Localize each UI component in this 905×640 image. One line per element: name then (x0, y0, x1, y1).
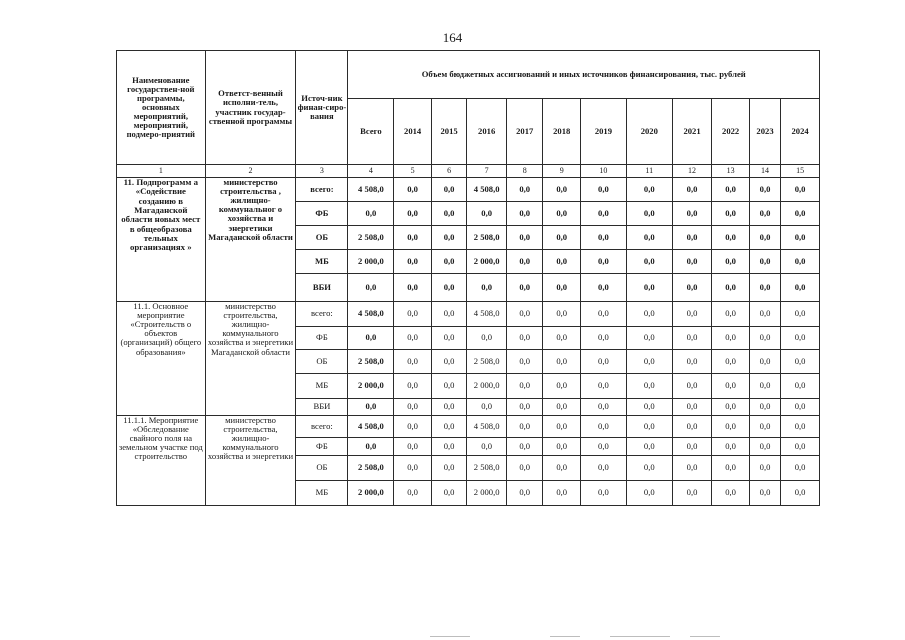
year-value-cell: 0,0 (626, 302, 672, 327)
year-value-cell: 0,0 (431, 374, 466, 399)
year-value-cell: 0,0 (749, 226, 780, 250)
year-value-cell: 0,0 (543, 327, 581, 350)
year-value-cell: 0,0 (431, 302, 466, 327)
column-number: 3 (296, 165, 348, 178)
year-value-cell: 0,0 (781, 274, 820, 302)
program-name-cell: 11. Подпрограмм а «Содействие созданию в Магаданской области новых мест в общеобразова тельных организациях » (117, 178, 206, 302)
total-cell: 0,0 (348, 399, 394, 416)
year-value-cell: 0,0 (781, 202, 820, 226)
scan-artifact (550, 636, 580, 637)
scan-artifact (610, 636, 670, 637)
year-value-cell: 0,0 (626, 438, 672, 456)
year-value-cell: 0,0 (431, 350, 466, 374)
total-cell: 2 000,0 (348, 374, 394, 399)
year-value-cell: 0,0 (394, 456, 432, 481)
year-value-cell: 0,0 (543, 250, 581, 274)
year-value-cell: 0,0 (431, 416, 466, 438)
header-source: Источ-ник финан-сиро-вания (296, 51, 348, 165)
scan-artifact (430, 636, 470, 637)
year-value-cell: 0,0 (543, 202, 581, 226)
header-year: 2014 (394, 99, 432, 165)
header-year: 2017 (506, 99, 542, 165)
column-number: 14 (749, 165, 780, 178)
total-cell: 0,0 (348, 438, 394, 456)
total-cell: 0,0 (348, 327, 394, 350)
year-value-cell: 0,0 (749, 202, 780, 226)
column-number: 9 (543, 165, 581, 178)
column-number: 12 (672, 165, 712, 178)
year-value-cell: 0,0 (781, 178, 820, 202)
year-value-cell: 0,0 (749, 374, 780, 399)
year-value-cell: 0,0 (431, 226, 466, 250)
year-value-cell: 0,0 (712, 438, 750, 456)
header-year: 2016 (467, 99, 507, 165)
responsible-cell: министерство строительства, жилищно-коммунального хозяйства и энергетики Магаданской области (205, 302, 296, 416)
header-responsible: Ответст-венный исполни-тель, участник государ-ственной программы (205, 51, 296, 165)
year-value-cell: 0,0 (749, 274, 780, 302)
year-value-cell: 0,0 (781, 226, 820, 250)
year-value-cell: 0,0 (781, 250, 820, 274)
year-value-cell: 0,0 (712, 399, 750, 416)
total-cell: 2 508,0 (348, 226, 394, 250)
year-value-cell: 0,0 (394, 350, 432, 374)
table-body (117, 178, 820, 506)
year-value-cell: 0,0 (626, 416, 672, 438)
year-value-cell: 0,0 (749, 327, 780, 350)
total-cell: 4 508,0 (348, 178, 394, 202)
year-value-cell: 0,0 (543, 350, 581, 374)
total-cell: 2 508,0 (348, 350, 394, 374)
header-year: 2024 (781, 99, 820, 165)
source-cell: ВБИ (296, 274, 348, 302)
year-value-cell: 0,0 (672, 302, 712, 327)
source-cell: ФБ (296, 327, 348, 350)
year-value-cell: 0,0 (712, 416, 750, 438)
year-value-cell: 0,0 (626, 274, 672, 302)
year-value-cell: 0,0 (394, 274, 432, 302)
source-cell: всего: (296, 178, 348, 202)
header-total: Всего (348, 99, 394, 165)
column-number: 1 (117, 165, 206, 178)
year-value-cell: 0,0 (394, 250, 432, 274)
year-value-cell: 0,0 (506, 178, 542, 202)
year-value-cell: 0,0 (543, 416, 581, 438)
year-value-cell: 0,0 (749, 456, 780, 481)
year-value-cell: 0,0 (781, 350, 820, 374)
year-value-cell: 0,0 (626, 226, 672, 250)
header-name: Наименование государствен-ной программы, основных мероприятий, мероприятий, подмеро-приятий (117, 51, 206, 165)
year-value-cell: 0,0 (781, 416, 820, 438)
year-value-cell: 0,0 (394, 327, 432, 350)
year-value-cell: 0,0 (580, 178, 626, 202)
header-year: 2018 (543, 99, 581, 165)
year-value-cell: 0,0 (394, 481, 432, 506)
year-value-cell: 0,0 (580, 374, 626, 399)
year-value-cell: 0,0 (580, 350, 626, 374)
source-cell: ФБ (296, 438, 348, 456)
total-cell: 2 508,0 (348, 456, 394, 481)
total-cell: 2 000,0 (348, 481, 394, 506)
year-value-cell: 0,0 (543, 399, 581, 416)
year-value-cell: 0,0 (394, 374, 432, 399)
year-value-cell: 0,0 (781, 456, 820, 481)
year-value-cell: 0,0 (431, 274, 466, 302)
scan-artifact (690, 636, 720, 637)
year-value-cell: 0,0 (431, 250, 466, 274)
column-number: 6 (431, 165, 466, 178)
total-cell: 4 508,0 (348, 302, 394, 327)
year-value-cell: 0,0 (506, 350, 542, 374)
year-value-cell: 0,0 (626, 374, 672, 399)
year-value-cell: 0,0 (543, 481, 581, 506)
year-value-cell: 0,0 (394, 302, 432, 327)
page-number: 164 (442, 30, 463, 45)
year-value-cell: 0,0 (672, 226, 712, 250)
year-value-cell: 0,0 (394, 416, 432, 438)
source-cell: МБ (296, 250, 348, 274)
year-value-cell: 0,0 (712, 274, 750, 302)
year-value-cell: 0,0 (626, 456, 672, 481)
column-number: 13 (712, 165, 750, 178)
column-number: 4 (348, 165, 394, 178)
year-value-cell: 0,0 (626, 250, 672, 274)
year-value-cell: 0,0 (506, 226, 542, 250)
header-year: 2023 (749, 99, 780, 165)
table-row (117, 302, 820, 327)
year-value-cell: 0,0 (580, 438, 626, 456)
year-value-cell: 0,0 (781, 438, 820, 456)
program-name-cell: 11.1.1. Мероприятие «Обследование свайного поля на земельном участке под строительство (117, 416, 206, 506)
year-value-cell: 0,0 (672, 438, 712, 456)
year-value-cell: 0,0 (543, 226, 581, 250)
total-cell: 0,0 (348, 274, 394, 302)
responsible-cell: министерство строительства , жилищно-коммунальног о хозяйства и энергетики Магаданской области (205, 178, 296, 302)
header-year: 2020 (626, 99, 672, 165)
year-value-cell: 0,0 (543, 274, 581, 302)
year-value-cell: 0,0 (431, 178, 466, 202)
table-row (117, 416, 820, 438)
year-value-cell: 0,0 (749, 399, 780, 416)
year-value-cell: 0,0 (749, 350, 780, 374)
year-value-cell: 0,0 (394, 438, 432, 456)
year-value-cell: 0,0 (431, 481, 466, 506)
source-cell: ОБ (296, 226, 348, 250)
year-value-cell: 4 508,0 (467, 178, 507, 202)
year-value-cell: 0,0 (580, 327, 626, 350)
source-cell: ОБ (296, 350, 348, 374)
year-value-cell: 0,0 (506, 274, 542, 302)
year-value-cell: 0,0 (712, 456, 750, 481)
year-value-cell: 0,0 (506, 456, 542, 481)
source-cell: ОБ (296, 456, 348, 481)
year-value-cell: 0,0 (543, 302, 581, 327)
year-value-cell: 0,0 (712, 226, 750, 250)
year-value-cell: 0,0 (781, 327, 820, 350)
year-value-cell: 0,0 (467, 274, 507, 302)
year-value-cell: 0,0 (580, 202, 626, 226)
year-value-cell: 0,0 (626, 481, 672, 506)
year-value-cell: 0,0 (712, 178, 750, 202)
year-value-cell: 0,0 (394, 399, 432, 416)
source-cell: всего: (296, 302, 348, 327)
header-year: 2022 (712, 99, 750, 165)
year-value-cell: 0,0 (506, 416, 542, 438)
year-value-cell: 0,0 (580, 250, 626, 274)
year-value-cell: 0,0 (431, 399, 466, 416)
source-cell: МБ (296, 374, 348, 399)
year-value-cell: 0,0 (712, 374, 750, 399)
year-value-cell: 0,0 (749, 438, 780, 456)
column-number: 5 (394, 165, 432, 178)
year-value-cell: 0,0 (431, 327, 466, 350)
year-value-cell: 0,0 (506, 399, 542, 416)
year-value-cell: 0,0 (506, 481, 542, 506)
table-row (117, 178, 820, 202)
year-value-cell: 0,0 (580, 399, 626, 416)
year-value-cell: 0,0 (712, 481, 750, 506)
year-value-cell: 0,0 (749, 481, 780, 506)
total-cell: 4 508,0 (348, 416, 394, 438)
year-value-cell: 0,0 (506, 438, 542, 456)
year-value-cell: 0,0 (394, 226, 432, 250)
year-value-cell: 0,0 (506, 202, 542, 226)
year-value-cell: 0,0 (672, 274, 712, 302)
year-value-cell: 0,0 (394, 178, 432, 202)
responsible-cell: министерство строительства, жилищно-коммунального хозяйства и энергетики (205, 416, 296, 506)
year-value-cell: 0,0 (749, 250, 780, 274)
year-value-cell: 0,0 (431, 456, 466, 481)
year-value-cell: 0,0 (781, 399, 820, 416)
year-value-cell: 0,0 (712, 250, 750, 274)
year-value-cell: 0,0 (672, 202, 712, 226)
year-value-cell: 0,0 (467, 399, 507, 416)
year-value-cell: 0,0 (467, 438, 507, 456)
header-year: 2015 (431, 99, 466, 165)
year-value-cell: 0,0 (749, 302, 780, 327)
year-value-cell: 0,0 (749, 178, 780, 202)
year-value-cell: 0,0 (626, 399, 672, 416)
year-value-cell: 0,0 (672, 178, 712, 202)
year-value-cell: 0,0 (672, 481, 712, 506)
year-value-cell: 0,0 (672, 416, 712, 438)
year-value-cell: 0,0 (580, 416, 626, 438)
year-value-cell: 0,0 (626, 350, 672, 374)
year-value-cell: 0,0 (712, 202, 750, 226)
year-value-cell: 0,0 (543, 374, 581, 399)
total-cell: 0,0 (348, 202, 394, 226)
year-value-cell: 0,0 (467, 327, 507, 350)
year-value-cell: 0,0 (781, 374, 820, 399)
header-year: 2021 (672, 99, 712, 165)
year-value-cell: 0,0 (506, 302, 542, 327)
year-value-cell: 2 000,0 (467, 374, 507, 399)
year-value-cell: 0,0 (580, 302, 626, 327)
year-value-cell: 0,0 (506, 374, 542, 399)
year-value-cell: 2 508,0 (467, 350, 507, 374)
header-year: 2019 (580, 99, 626, 165)
column-number: 10 (580, 165, 626, 178)
year-value-cell: 0,0 (712, 302, 750, 327)
column-number: 8 (506, 165, 542, 178)
year-value-cell: 0,0 (672, 374, 712, 399)
year-value-cell: 2 508,0 (467, 226, 507, 250)
year-value-cell: 0,0 (749, 416, 780, 438)
year-value-cell: 4 508,0 (467, 416, 507, 438)
year-value-cell: 0,0 (672, 399, 712, 416)
year-value-cell: 0,0 (672, 327, 712, 350)
year-value-cell: 0,0 (712, 327, 750, 350)
total-cell: 2 000,0 (348, 250, 394, 274)
year-value-cell: 0,0 (781, 481, 820, 506)
budget-table (116, 50, 820, 506)
header-volume: Объем бюджетных ассигнований и иных источников финансирования, тыс. рублей (348, 51, 820, 99)
column-number: 7 (467, 165, 507, 178)
year-value-cell: 0,0 (626, 178, 672, 202)
year-value-cell: 2 000,0 (467, 250, 507, 274)
column-number: 15 (781, 165, 820, 178)
year-value-cell: 0,0 (394, 202, 432, 226)
year-value-cell: 2 000,0 (467, 481, 507, 506)
year-value-cell: 0,0 (626, 202, 672, 226)
year-value-cell: 0,0 (506, 327, 542, 350)
year-value-cell: 4 508,0 (467, 302, 507, 327)
year-value-cell: 0,0 (781, 302, 820, 327)
source-cell: всего: (296, 416, 348, 438)
source-cell: МБ (296, 481, 348, 506)
year-value-cell: 0,0 (672, 456, 712, 481)
year-value-cell: 0,0 (467, 202, 507, 226)
year-value-cell: 0,0 (431, 438, 466, 456)
year-value-cell: 0,0 (672, 350, 712, 374)
year-value-cell: 0,0 (626, 327, 672, 350)
program-name-cell: 11.1. Основное мероприятие «Строительств о объектов (организаций) общего образования» (117, 302, 206, 416)
column-number: 2 (205, 165, 296, 178)
source-cell: ВБИ (296, 399, 348, 416)
year-value-cell: 0,0 (431, 202, 466, 226)
year-value-cell: 2 508,0 (467, 456, 507, 481)
source-cell: ФБ (296, 202, 348, 226)
column-number: 11 (626, 165, 672, 178)
year-value-cell: 0,0 (506, 250, 542, 274)
year-value-cell: 0,0 (580, 456, 626, 481)
year-value-cell: 0,0 (543, 438, 581, 456)
year-value-cell: 0,0 (672, 250, 712, 274)
year-value-cell: 0,0 (712, 350, 750, 374)
year-value-cell: 0,0 (580, 274, 626, 302)
year-value-cell: 0,0 (580, 481, 626, 506)
year-value-cell: 0,0 (580, 226, 626, 250)
year-value-cell: 0,0 (543, 456, 581, 481)
year-value-cell: 0,0 (543, 178, 581, 202)
